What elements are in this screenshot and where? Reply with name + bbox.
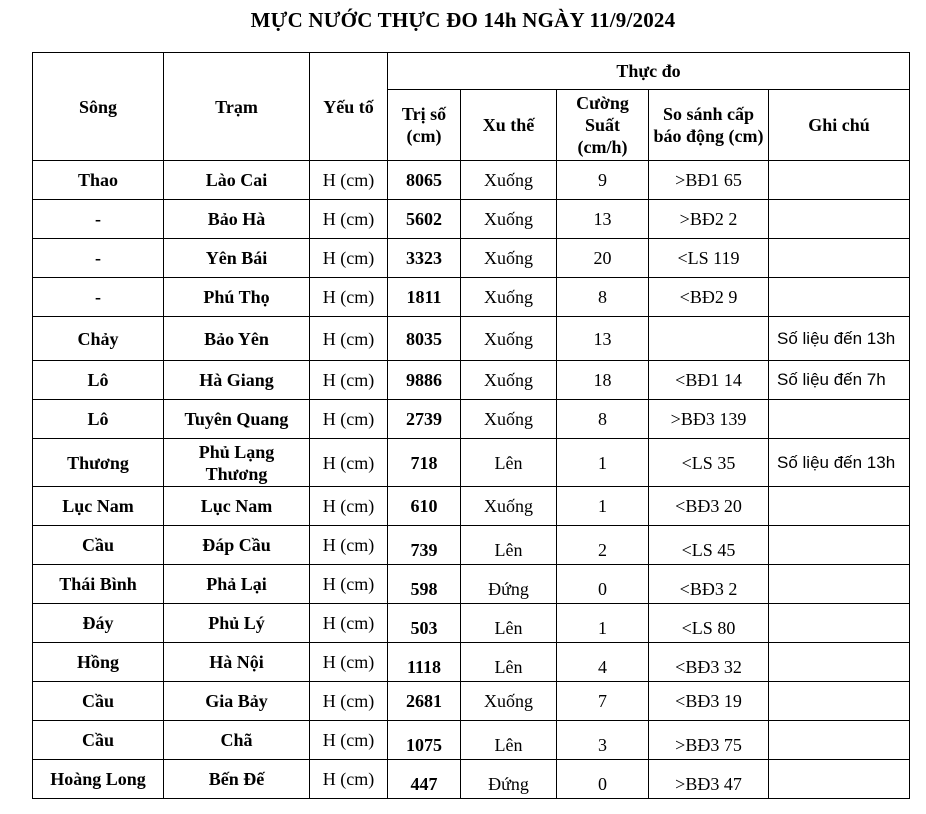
cell-so-sanh: >BĐ3 47 [649, 760, 769, 799]
cell-so-sanh: >BĐ3 75 [649, 721, 769, 760]
cell-cuong-suat: 1 [557, 439, 649, 487]
cell-tri-so: 1118 [388, 643, 461, 682]
cell-xu-the: Lên [461, 604, 557, 643]
table-row [33, 439, 910, 487]
cell-so-sanh: <LS 119 [649, 239, 769, 278]
table-row [33, 643, 910, 682]
table-row [33, 565, 910, 604]
cell-tri-so: 447 [388, 760, 461, 799]
cell-yeu-to: H (cm) [310, 721, 388, 760]
cell-cuong-suat: 7 [557, 682, 649, 721]
cell-tram: Lục Nam [164, 487, 310, 526]
cell-cuong-suat: 9 [557, 161, 649, 200]
cell-song: Cầu [33, 682, 164, 721]
cell-so-sanh: <BĐ3 19 [649, 682, 769, 721]
cell-xu-the: Xuống [461, 682, 557, 721]
cell-yeu-to: H (cm) [310, 604, 388, 643]
table-row [33, 361, 910, 400]
cell-tri-so: 5602 [388, 200, 461, 239]
cell-ghi-chu [769, 604, 910, 643]
cell-so-sanh: <BĐ3 20 [649, 487, 769, 526]
cell-xu-the: Xuống [461, 278, 557, 317]
cell-ghi-chu [769, 721, 910, 760]
cell-xu-the: Xuống [461, 361, 557, 400]
header-so-sanh: So sánh cấp báo động (cm) [649, 90, 769, 161]
table-row [33, 526, 910, 565]
cell-so-sanh: <LS 80 [649, 604, 769, 643]
cell-tram: Lào Cai [164, 161, 310, 200]
cell-song: Thương [33, 439, 164, 487]
cell-yeu-to: H (cm) [310, 439, 388, 487]
cell-so-sanh: >BĐ2 2 [649, 200, 769, 239]
cell-tram: Bảo Hà [164, 200, 310, 239]
header-thuc-do: Thực đo [388, 53, 910, 90]
cell-song: - [33, 239, 164, 278]
cell-cuong-suat: 4 [557, 643, 649, 682]
cell-ghi-chu [769, 278, 910, 317]
cell-song: Chảy [33, 317, 164, 361]
cell-song: Đáy [33, 604, 164, 643]
cell-yeu-to: H (cm) [310, 682, 388, 721]
cell-xu-the: Xuống [461, 161, 557, 200]
header-xu-the: Xu thế [461, 90, 557, 161]
cell-xu-the: Đứng [461, 760, 557, 799]
cell-yeu-to: H (cm) [310, 643, 388, 682]
cell-yeu-to: H (cm) [310, 239, 388, 278]
cell-ghi-chu [769, 161, 910, 200]
cell-tram: Hà Nội [164, 643, 310, 682]
cell-song: Hồng [33, 643, 164, 682]
cell-tri-so: 610 [388, 487, 461, 526]
cell-yeu-to: H (cm) [310, 400, 388, 439]
cell-tri-so: 1075 [388, 721, 461, 760]
cell-yeu-to: H (cm) [310, 487, 388, 526]
cell-ghi-chu [769, 200, 910, 239]
table-row [33, 487, 910, 526]
cell-so-sanh: >BĐ1 65 [649, 161, 769, 200]
cell-tram: Yên Bái [164, 239, 310, 278]
cell-tram: Gia Bảy [164, 682, 310, 721]
cell-song: Lô [33, 400, 164, 439]
cell-so-sanh: <BĐ3 32 [649, 643, 769, 682]
table-row [33, 200, 910, 239]
cell-cuong-suat: 8 [557, 400, 649, 439]
cell-so-sanh: <LS 45 [649, 526, 769, 565]
cell-yeu-to: H (cm) [310, 317, 388, 361]
table-row [33, 278, 910, 317]
header-song: Sông [33, 53, 164, 161]
cell-tri-so: 9886 [388, 361, 461, 400]
header-tram: Trạm [164, 53, 310, 161]
cell-song: Hoàng Long [33, 760, 164, 799]
cell-song: Thao [33, 161, 164, 200]
cell-so-sanh [649, 317, 769, 361]
cell-tram: Phú Thọ [164, 278, 310, 317]
cell-so-sanh: <BĐ1 14 [649, 361, 769, 400]
table-row [33, 760, 910, 799]
cell-cuong-suat: 18 [557, 361, 649, 400]
cell-tram: Hà Giang [164, 361, 310, 400]
water-level-table [32, 52, 910, 799]
cell-ghi-chu [769, 239, 910, 278]
cell-song: Lục Nam [33, 487, 164, 526]
cell-song: Cầu [33, 721, 164, 760]
cell-tram: Chã [164, 721, 310, 760]
cell-so-sanh: >BĐ3 139 [649, 400, 769, 439]
cell-ghi-chu: Số liệu đến 7h [769, 361, 910, 400]
table-body [33, 161, 910, 799]
table-row [33, 721, 910, 760]
cell-tri-so: 8065 [388, 161, 461, 200]
cell-tri-so: 3323 [388, 239, 461, 278]
cell-song: Lô [33, 361, 164, 400]
cell-yeu-to: H (cm) [310, 361, 388, 400]
table-row [33, 161, 910, 200]
cell-ghi-chu [769, 565, 910, 604]
page-title: MỰC NƯỚC THỰC ĐO 14h NGÀY 11/9/2024 [250, 8, 676, 32]
table-row [33, 317, 910, 361]
cell-yeu-to: H (cm) [310, 278, 388, 317]
cell-so-sanh: <BĐ3 2 [649, 565, 769, 604]
table-row [33, 604, 910, 643]
cell-ghi-chu: Số liệu đến 13h [769, 439, 910, 487]
table-row [33, 400, 910, 439]
cell-cuong-suat: 2 [557, 526, 649, 565]
cell-tram: Bảo Yên [164, 317, 310, 361]
cell-tram: Phủ Lý [164, 604, 310, 643]
cell-yeu-to: H (cm) [310, 526, 388, 565]
cell-tri-so: 2739 [388, 400, 461, 439]
cell-cuong-suat: 1 [557, 604, 649, 643]
cell-ghi-chu [769, 643, 910, 682]
cell-song: - [33, 278, 164, 317]
cell-tri-so: 739 [388, 526, 461, 565]
table-row [33, 682, 910, 721]
cell-xu-the: Đứng [461, 565, 557, 604]
header-cuong-suat: Cường Suất (cm/h) [557, 90, 649, 161]
cell-so-sanh: <BĐ2 9 [649, 278, 769, 317]
cell-tri-so: 598 [388, 565, 461, 604]
cell-tri-so: 718 [388, 439, 461, 487]
cell-xu-the: Lên [461, 439, 557, 487]
cell-yeu-to: H (cm) [310, 760, 388, 799]
cell-cuong-suat: 13 [557, 200, 649, 239]
cell-ghi-chu [769, 760, 910, 799]
cell-tram: Tuyên Quang [164, 400, 310, 439]
cell-song: Cầu [33, 526, 164, 565]
cell-xu-the: Lên [461, 721, 557, 760]
cell-song: Thái Bình [33, 565, 164, 604]
cell-cuong-suat: 20 [557, 239, 649, 278]
cell-yeu-to: H (cm) [310, 565, 388, 604]
cell-cuong-suat: 0 [557, 565, 649, 604]
cell-ghi-chu [769, 487, 910, 526]
cell-xu-the: Xuống [461, 200, 557, 239]
cell-xu-the: Lên [461, 526, 557, 565]
cell-tram: Phủ Lạng Thương [164, 439, 310, 487]
cell-tri-so: 1811 [388, 278, 461, 317]
cell-cuong-suat: 13 [557, 317, 649, 361]
cell-xu-the: Xuống [461, 317, 557, 361]
cell-yeu-to: H (cm) [310, 200, 388, 239]
cell-so-sanh: <LS 35 [649, 439, 769, 487]
cell-xu-the: Xuống [461, 487, 557, 526]
cell-cuong-suat: 0 [557, 760, 649, 799]
cell-tram: Bến Đế [164, 760, 310, 799]
header-tri-so: Trị số (cm) [388, 90, 461, 161]
header-ghi-chu: Ghi chú [769, 90, 910, 161]
cell-cuong-suat: 3 [557, 721, 649, 760]
cell-cuong-suat: 1 [557, 487, 649, 526]
cell-yeu-to: H (cm) [310, 161, 388, 200]
cell-cuong-suat: 8 [557, 278, 649, 317]
cell-tri-so: 503 [388, 604, 461, 643]
table-row [33, 239, 910, 278]
cell-ghi-chu [769, 400, 910, 439]
cell-xu-the: Lên [461, 643, 557, 682]
cell-song: - [33, 200, 164, 239]
cell-ghi-chu [769, 682, 910, 721]
cell-xu-the: Xuống [461, 239, 557, 278]
cell-tri-so: 2681 [388, 682, 461, 721]
cell-tri-so: 8035 [388, 317, 461, 361]
cell-xu-the: Xuống [461, 400, 557, 439]
cell-ghi-chu: Số liệu đến 13h [769, 317, 910, 361]
cell-tram: Đáp Cầu [164, 526, 310, 565]
cell-ghi-chu [769, 526, 910, 565]
header-yeu-to: Yếu tố [310, 53, 388, 161]
cell-tram: Phả Lại [164, 565, 310, 604]
